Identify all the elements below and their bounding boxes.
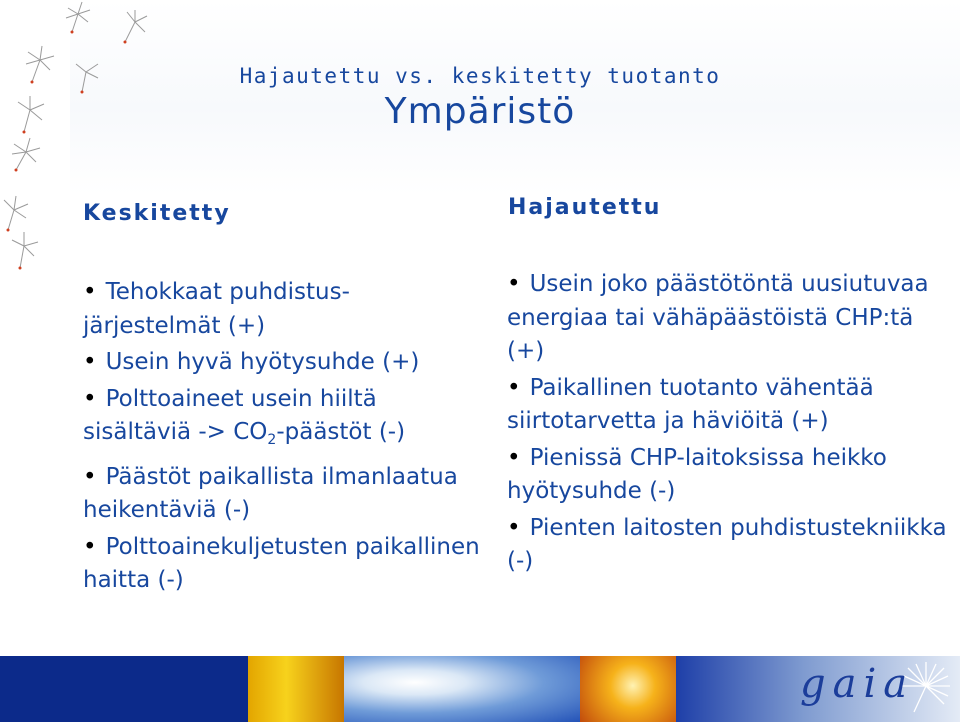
footer-photo-handshake <box>248 656 344 722</box>
list-item <box>507 442 947 509</box>
list-item <box>83 346 483 380</box>
list-item <box>507 372 947 439</box>
bullet-icon: • <box>507 271 521 297</box>
list-item-text: Päästöt paikallista ilmanlaatua heikentäviä (-) <box>83 463 458 523</box>
bullet-icon: • <box>83 349 97 375</box>
subscript: 2 <box>267 432 277 448</box>
left-bullet-list <box>83 276 483 601</box>
dandelion-seed-icon <box>0 0 200 290</box>
list-item-text-tail: -päästöt (-) <box>276 419 406 445</box>
bullet-icon: • <box>83 533 97 560</box>
bullet-icon: • <box>507 514 521 541</box>
right-column-heading: Hajautettu <box>508 195 662 220</box>
gaia-logo-text: gaia <box>800 661 915 707</box>
list-item-text: Paikallinen tuotanto vähentää siirtotarvetta ja häviöitä (+) <box>507 374 874 434</box>
list-item-text: Polttoainekuljetusten paikallinen haitta (-) <box>83 533 480 593</box>
list-item-text: Tehokkaat puhdistus- järjestelmät (+) <box>83 279 350 339</box>
list-item <box>83 461 483 528</box>
list-item <box>83 531 483 598</box>
footer-navy-panel <box>0 656 248 722</box>
list-item <box>83 383 483 458</box>
list-item <box>507 268 947 369</box>
list-item-text: Usein hyvä hyötysuhde (+) <box>105 349 420 375</box>
slide-title: Ympäristö <box>384 91 576 132</box>
bullet-icon: • <box>83 385 97 412</box>
list-item-text: Polttoaineet usein hiiltä sisältäviä -> CO <box>83 385 377 445</box>
left-column-heading: Keskitetty <box>83 201 231 226</box>
right-bullet-list <box>507 268 947 582</box>
bullet-icon: • <box>507 374 521 401</box>
list-item-text: Pienissä CHP-laitoksissa heikko hyötysuhde (-) <box>507 444 887 504</box>
slide-subtitle: Hajautettu vs. keskitetty tuotanto <box>239 64 721 88</box>
list-item <box>507 512 947 579</box>
bullet-icon: • <box>507 444 521 471</box>
footer-photo-clouds <box>344 656 580 722</box>
footer-photo-sun <box>580 656 676 722</box>
bullet-icon: • <box>83 463 97 490</box>
list-item-text: Pienten laitosten puhdistustekniikka (-) <box>507 514 947 574</box>
bullet-icon: • <box>83 279 97 305</box>
list-item <box>83 276 483 343</box>
list-item-text: Usein joko päästötöntä uusiutuvaa energiaa tai vähäpäästöistä CHP:tä (+) <box>507 271 929 364</box>
